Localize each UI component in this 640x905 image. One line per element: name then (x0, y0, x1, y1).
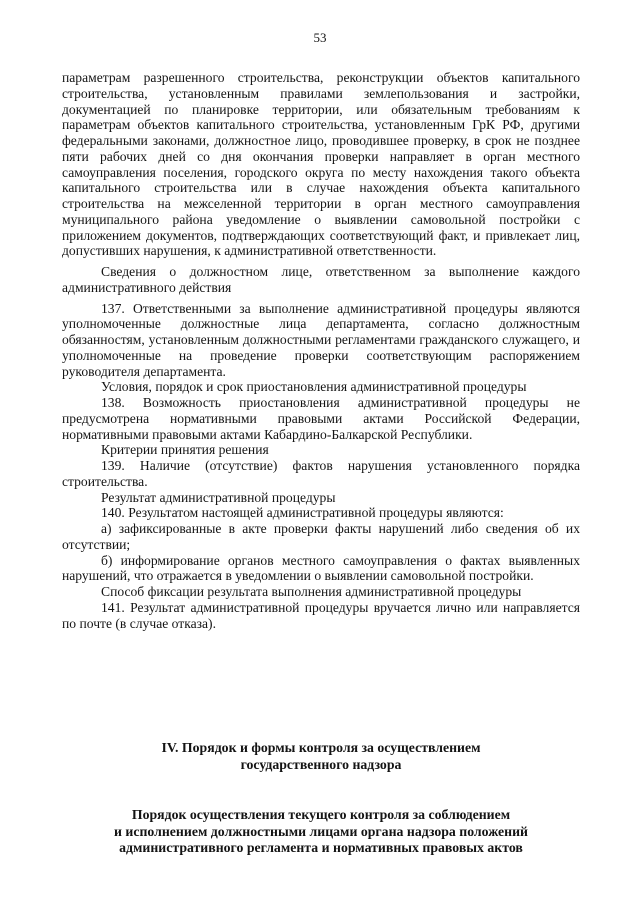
subsection-heading-line: Порядок осуществления текущего контроля за соблюдением (131, 807, 511, 822)
list-item-b: б) информирование органов местного самоуправления о фактах выявленных нарушений, что отражается в уведомлении о выявлении самовольной постройки. (62, 552, 580, 584)
paragraph-137: 137. Ответственными за выполнение административной процедуры являются уполномоченные должностные лица департамента, согласно должностным обязанностям, установленным должностными регламентами гражданского служащего, и уполномоченные на проведение проверки соответствующим распоряжением руководителя департамента. (62, 300, 580, 379)
subheading-result-fixation: Способ фиксации результата выполнения административной процедуры (101, 584, 522, 599)
subsection-heading-line: и исполнением должностными лицами органа надзора положений (113, 823, 529, 839)
document-body (62, 70, 580, 631)
section-heading-line: государственного надзора (240, 756, 402, 772)
section-heading-iv (62, 740, 580, 773)
subheading-responsible-official: Сведения о должностном лице, ответственном за выполнение каждого административного действия (62, 264, 580, 295)
section-heading-line: IV. Порядок и формы контроля за осуществлением (161, 740, 481, 755)
page-number: 53 (313, 30, 327, 45)
paragraph-continuation: параметрам разрешенного строительства, реконструкции объектов капитального строительства, установленным правилами землепользования и застройки, документацией по планировке территории, или обязательным требованиям к параметрам объектов капитального строительства, установленным ГрК РФ, другими федеральными законами, должностное лицо, проводившее проверку, в срок не позднее пяти рабочих дней со дня окончания проверки направляет в орган местного самоуправления поселения, городского округа по месту нахождения такого объекта капитального строительства или в случае нахождения объекта капитального строительства на межселенной территории в орган местного самоуправления муниципального района уведомление о выявлении самовольной постройки с приложением документов, подтверждающих соответствующий факт, и привлекает лиц, допустивших нарушения, к административной ответственности. (62, 70, 580, 259)
subheading-decision-criteria: Критерии принятия решения (101, 442, 269, 458)
paragraph-139: 139. Наличие (отсутствие) фактов нарушения установленного порядка строительства. (62, 458, 580, 489)
subheading-suspension-conditions: Условия, порядок и срок приостановления административной процедуры (101, 379, 527, 395)
paragraph-141: 141. Результат административной процедуры вручается лично или направляется по почте (в случае отказа). (62, 599, 580, 631)
subheading-procedure-result: Результат административной процедуры (101, 489, 336, 505)
subsection-heading (62, 807, 580, 857)
subsection-heading-line: административного регламента и нормативных правовых актов (119, 840, 523, 855)
list-item-a: а) зафиксированные в акте проверки факты нарушений либо сведения об их отсутствии; (62, 521, 580, 552)
paragraph-140: 140. Результатом настоящей административной процедуры являются: (101, 505, 504, 521)
paragraph-138: 138. Возможность приостановления административной процедуры не предусмотрена нормативными правовыми актами Российской Федерации, нормативными правовыми актами Кабардино-Балкарской Республики. (62, 395, 580, 442)
